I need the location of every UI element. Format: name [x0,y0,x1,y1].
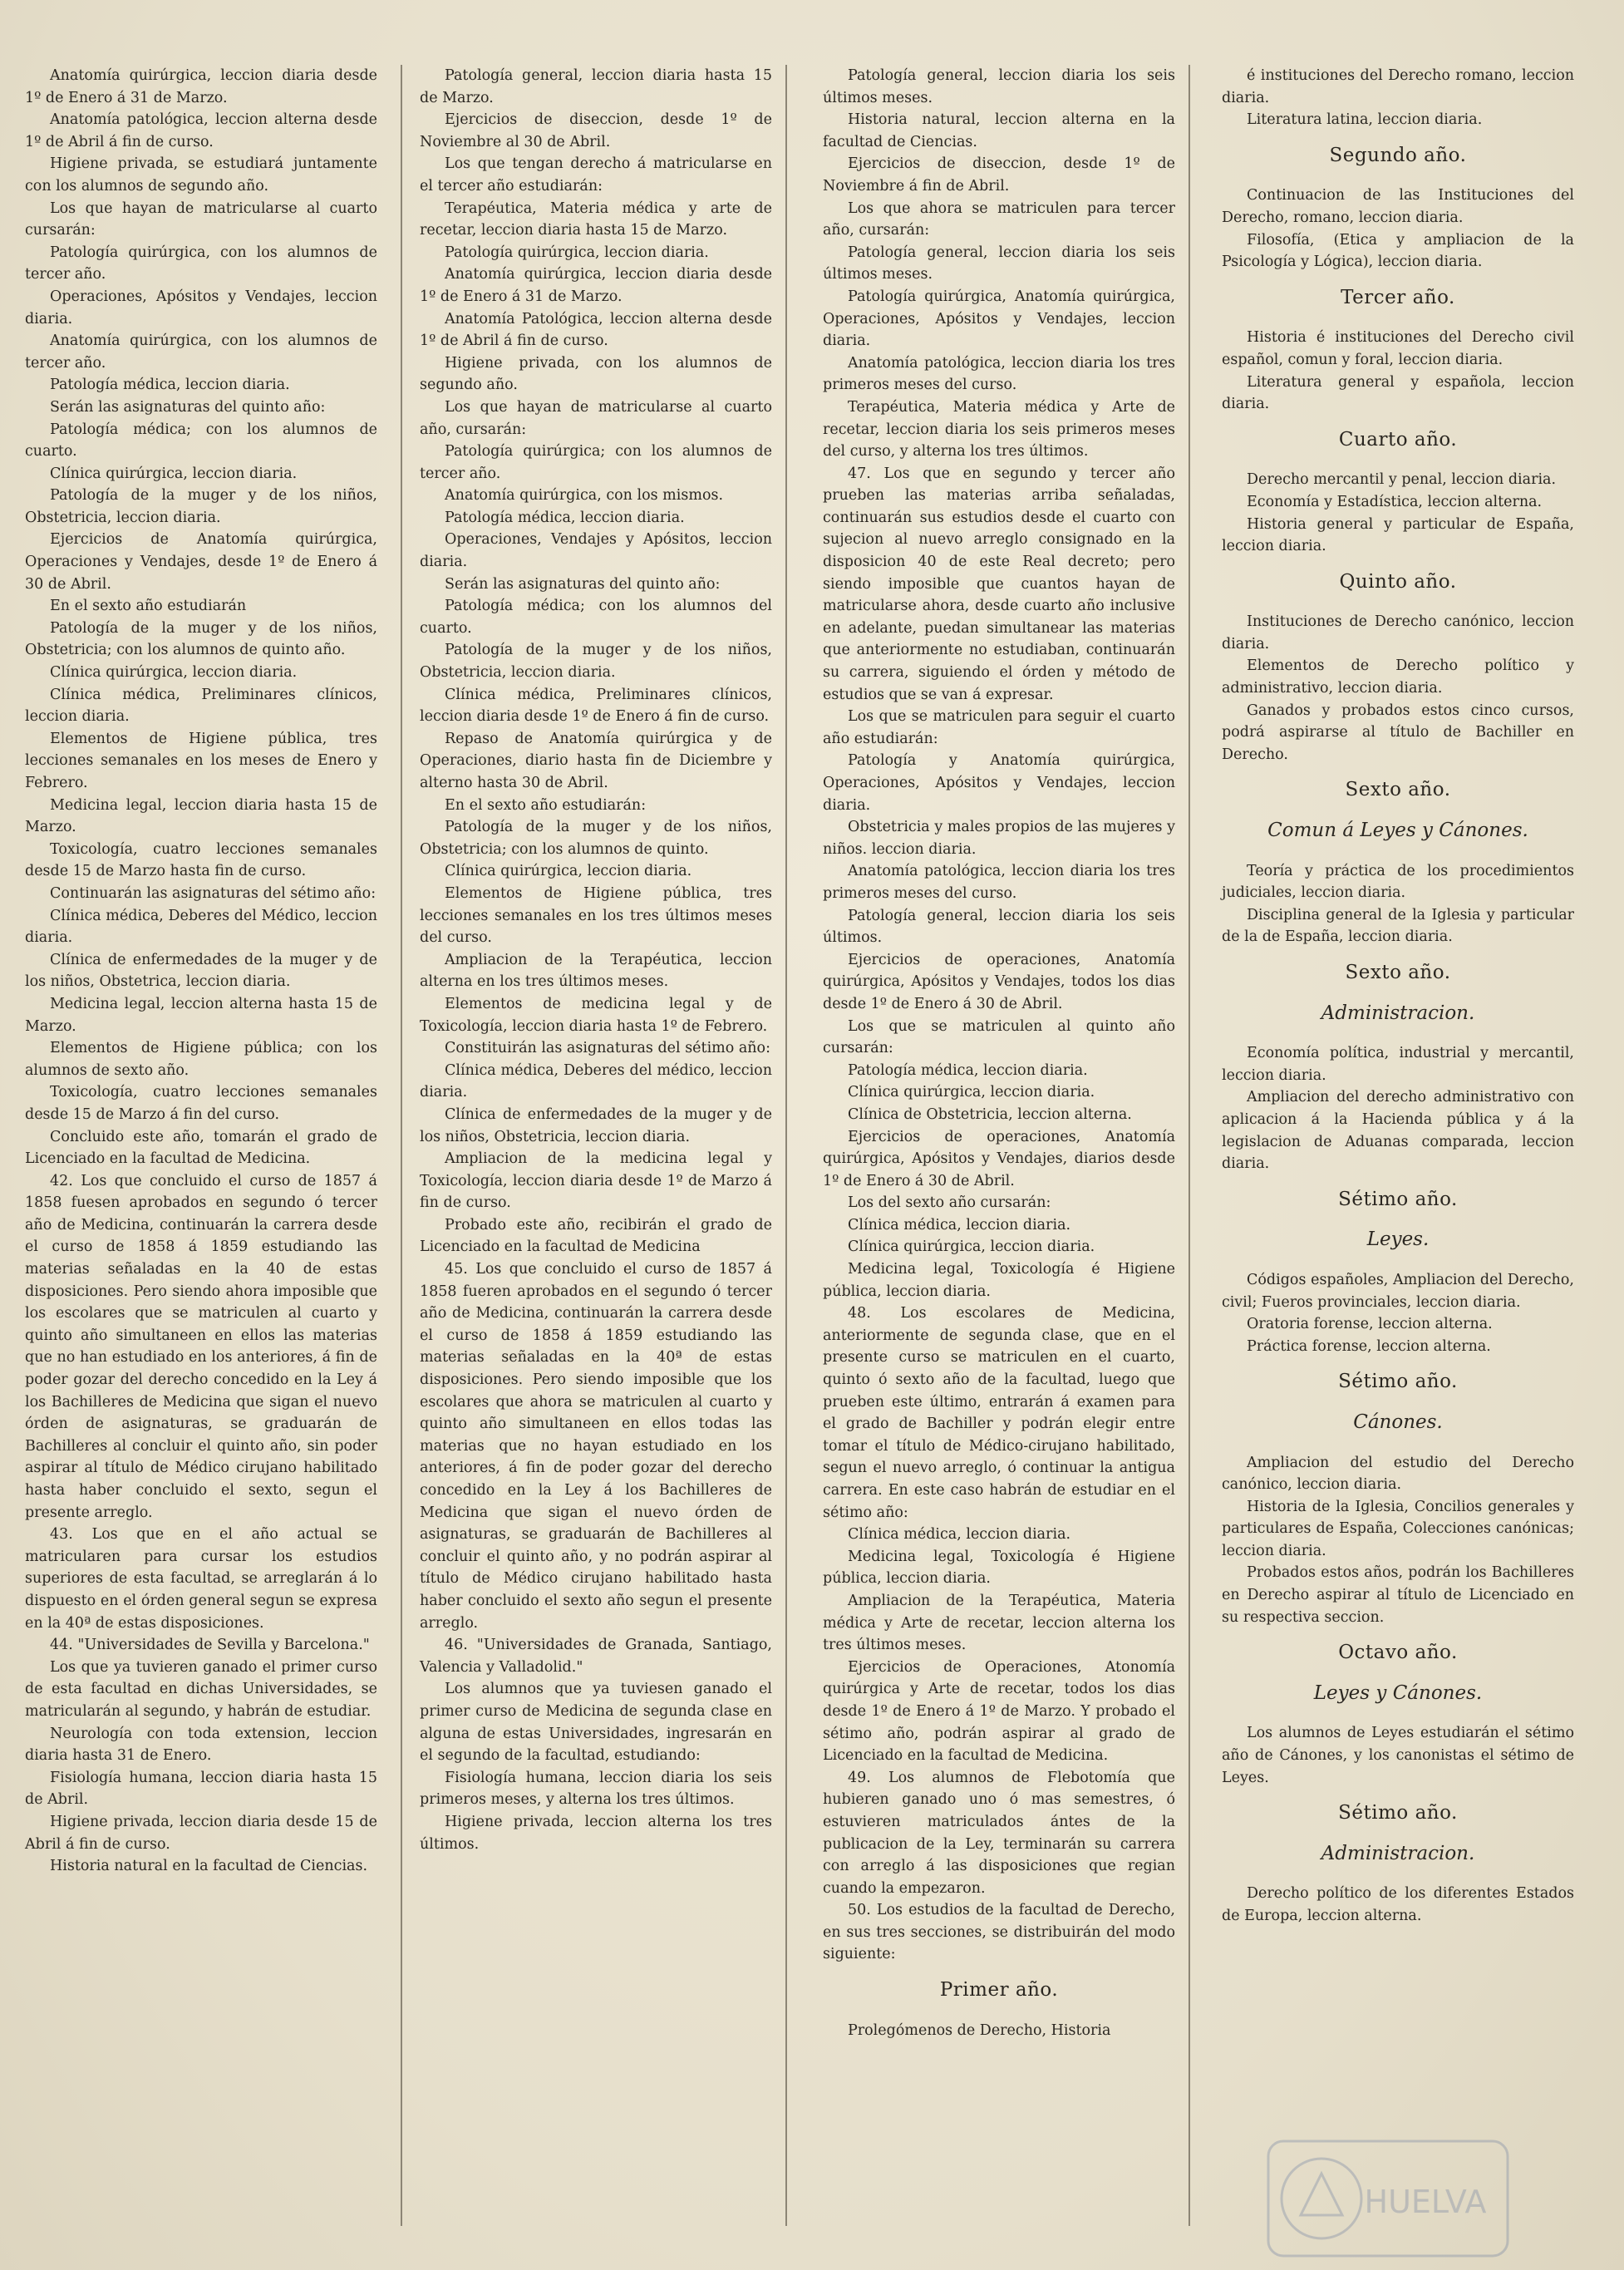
paragraph: Ganados y probados estos cinco cursos, podrá aspirarse al título de Bachiller en Derecho. [1222,702,1574,763]
list-block [1222,65,1574,131]
paragraph: Los del sexto año cursarán: [848,1194,1051,1212]
paragraph: Anatomía quirúrgica, leccion diaria desde 1º de Enero á 31 de Marzo. [420,266,772,305]
paragraph: Ampliacion de la medicina legal y Toxicología, leccion diaria desde 1º de Marzo á fin de curso. [420,1150,772,1212]
paragraph: Patología quirúrgica; con los alumnos de tercer año. [420,443,772,482]
paragraph: 43. Los que en el año actual se matricularen para cursar los estudios superiores de esta facultad, se arreglarán á lo dispuesto en el órden general segun se expresa en la 40ª de estas disposiciones. [25,1526,377,1632]
list-block [1222,327,1574,415]
paragraph: Patología médica, leccion diaria. [50,377,290,394]
paragraph: Higiene privada, leccion alterna los tres últimos. [420,1813,772,1853]
paragraph: Anatomía quirúrgica, leccion diaria desde 1º de Enero á 31 de Marzo. [25,67,377,106]
paragraph: Elementos de Higiene pública, tres lecciones semanales en los tres últimos meses del curso. [420,884,772,947]
paragraph: Medicina legal, Toxicología é Higiene pública, leccion diaria. [823,1261,1175,1300]
paragraph: Patología y Anatomía quirúrgica, Operaciones, Apósitos y Vendajes, leccion diaria. [823,752,1175,814]
paragraph: 42. Los que concluido el curso de 1857 á 1858 fuesen aprobados en segundo ó tercer año de Medicina, continuarán la carrera desde el curso de 1858 á 1859 estudiando las materias señaladas en la 40 de estas disposiciones. Pero siendo ahora imposible que los escolares que se matriculen al cuarto y quinto año simultaneen en ellos las materias que no han estudiado en los anteriores, á fin de poder gozar del derecho concedido en la Ley á los Bachilleres de Medicina que sigan el nuevo órden de asignaturas, se graduarán de Bachilleres al concluir el quinto año, sin poder aspirar al título de Médico cirujano habilitado hasta haber concluido el sexto, segun el presente arreglo. [25,1172,377,1521]
paragraph: Patología general, leccion diaria hasta 15 de Marzo. [420,67,772,106]
paragraph: Medicina legal, leccion alterna hasta 15 de Marzo. [25,995,377,1035]
paragraph: Historia natural, leccion alterna en la facultad de Ciencias. [823,111,1175,150]
paragraph: Derecho político de los diferentes Estados de Europa, leccion alterna. [1222,1885,1574,1924]
paragraph: En el sexto año estudiarán [50,598,247,615]
paragraph: Clínica de enfermedades de la muger y de los niños, Obstetricia, leccion diaria. [420,1105,772,1145]
paragraph: Historia general y particular de España, leccion diaria. [1222,515,1574,555]
paragraph: Patología de la muger y de los niños, Obstetricia; con los alumnos de quinto año. [25,619,377,659]
paragraph: 47. Los que en segundo y tercer año prueben las materias arriba señaladas, continuarán sus estudios desde el cuarto con sujecion al nuevo arreglo consignado en la disposicion 40 de este Real decreto; pero siendo imposible que cuantos hayan de matricularse ahora, desde cuarto año inclusive en adelante, puedan simultanear las materias que anteriormente no estudiaban, continuarán su carrera, siguiendo el órden y método de estudios que se van á expresar. [823,465,1175,703]
paragraph: Anatomía patológica, leccion alterna desde 1º de Abril á fin de curso. [25,111,377,150]
paragraph: Higiene privada, leccion diaria desde 15 de Abril á fin de curso. [25,1813,377,1853]
paragraph: Ampliacion del estudio del Derecho canónico, leccion diaria. [1222,1454,1574,1494]
paragraph: Ejercicios de operaciones, Anatomía quirúrgica, Apósitos y Vendajes, diarios desde 1º de Enero á 30 de Abril. [823,1128,1175,1189]
paragraph: Clínica médica, Deberes del médico, leccion diaria. [420,1061,772,1101]
paragraph: Patología general, leccion diaria los seis últimos. [823,907,1175,947]
paragraph: Elementos de medicina legal y de Toxicología, leccion diaria hasta 1º de Febrero. [420,995,772,1035]
paragraph: Operaciones, Apósitos y Vendajes, leccion diaria. [25,288,377,327]
paragraph: Anatomía patológica, leccion diaria los tres primeros meses del curso. [823,354,1175,394]
paragraph: 44. "Universidades de Sevilla y Barcelona." [50,1637,370,1654]
paragraph: Clínica médica, leccion diaria. [848,1526,1071,1544]
paragraph: Ampliacion de la Terapéutica, Materia médica y Arte de recetar, leccion alterna los tres últimos meses. [823,1592,1175,1654]
list-block [1222,611,1574,766]
section-heading: Sétimo año. [1338,1802,1458,1824]
section-heading: Sétimo año. [1338,1371,1458,1393]
paragraph: Los que ya tuvieren ganado el primer curso de esta facultad en dichas Universidades, se matricularán al segundo, y habrán de estudiar. [25,1658,377,1720]
paragraph: Elementos de Derecho político y administrativo, leccion diaria. [1222,657,1574,697]
paragraph: Higiene privada, con los alumnos de segundo año. [420,354,772,394]
paragraph: Clínica quirúrgica, leccion diaria. [848,1238,1095,1256]
paragraph: Patología de la muger y de los niños, Obstetricia; con los alumnos de quinto. [420,819,772,858]
section-subheading: Administracion. [1321,1002,1475,1024]
paragraph: Clínica quirúrgica, leccion diaria. [445,863,692,880]
paragraph: Historia é instituciones del Derecho civil español, comun y foral, leccion diaria. [1222,329,1574,368]
paragraph: Serán las asignaturas del quinto año: [445,575,721,593]
paragraph: Anatomía quirúrgica, con los alumnos de tercer año. [25,332,377,372]
paragraph: Patología general, leccion diaria los seis últimos meses. [823,67,1175,106]
paragraph: Neurología con toda extension, leccion diaria hasta 31 de Enero. [25,1725,377,1765]
paragraph: Patología médica; con los alumnos de cuarto. [25,421,377,460]
paragraph: 49. Los alumnos de Flebotomía que hubieren ganado uno ó mas semestres, ó estuvieren matriculados ántes de la publicacion de la Ley, terminarán su carrera con arreglo á las disposiciones que regian cuando la empezaron. [823,1769,1175,1897]
section-heading: Sexto año. [1345,962,1451,983]
paragraph: Probado este año, recibirán el grado de Licenciado en la facultad de Medicina [420,1216,772,1256]
paragraph: Toxicología, cuatro lecciones semanales desde 15 de Marzo á fin del curso. [25,1084,377,1123]
paragraph: 48. Los escolares de Medicina, anteriormente de segunda clase, que en el presente curso se matriculen en el cuarto, quinto ó sexto año de la facultad, luego que prueben este último, entrarán á examen para el grado de Bachiller y podrán elegir entre tomar el título de Médico-cirujano habilitado, segun el nuevo arreglo, ó continuar la antigua carrera. En este caso habrán de estudiar en el sétimo año: [823,1305,1175,1521]
paragraph: Constituirán las asignaturas del sétimo año: [445,1040,770,1057]
paragraph: Concluido este año, tomarán el grado de Licenciado en la facultad de Medicina. [25,1128,377,1168]
section-subheading: Cánones. [1353,1411,1443,1433]
paragraph: Higiene privada, se estudiará juntamente con los alumnos de segundo año. [25,155,377,195]
paragraph: Elementos de Higiene pública, tres lecciones semanales en los meses de Enero y Febrero. [25,730,377,791]
archive-stamp-icon [1263,2136,1513,2261]
paragraph: Ejercicios de operaciones, Anatomía quirúrgica, Apósitos y Vendajes, todos los dias desde 1º de Enero á 30 de Abril. [823,951,1175,1012]
paragraph: Continuarán las asignaturas del sétimo año: [50,884,376,902]
paragraph: Historia de la Iglesia, Concilios generales y particulares de España, Colecciones canónicas; leccion diaria. [1222,1498,1574,1559]
paragraph: Fisiología humana, leccion diaria hasta 15 de Abril. [25,1769,377,1809]
paragraph: Disciplina general de la Iglesia y particular de la de España, leccion diaria. [1222,906,1574,946]
paragraph: Repaso de Anatomía quirúrgica y de Operaciones, diario hasta fin de Diciembre y alterno hasta 30 de Abril. [420,730,772,791]
section-heading: Octavo año. [1338,1642,1458,1664]
column-1 [25,65,377,1878]
list-block [1222,860,1574,948]
paragraph: Patología quirúrgica, con los alumnos de tercer año. [25,244,377,283]
list-block [1222,1722,1574,1789]
paragraph: En el sexto año estudiarán: [445,796,647,814]
paragraph: Clínica médica, Deberes del Médico, leccion diaria. [25,907,377,947]
paragraph: Los alumnos de Leyes estudiarán el sétimo año de Cánones, y los canonistas el sétimo de Leyes. [1222,1725,1574,1786]
paragraph: Anatomía patológica, leccion diaria los tres primeros meses del curso. [823,863,1175,902]
paragraph: Teoría y práctica de los procedimientos judiciales, leccion diaria. [1222,862,1574,902]
section-subheading: Comun á Leyes y Cánones. [1267,820,1528,842]
paragraph: Ejercicios de Anatomía quirúrgica, Operaciones y Vendajes, desde 1º de Enero á 30 de Abril. [25,531,377,593]
column-2 [420,65,772,1855]
paragraph: Literatura latina, leccion diaria. [1247,111,1483,129]
paragraph: Los que hayan de matricularse al cuarto año, cursarán: [420,398,772,438]
column-3-body [823,65,1175,1966]
paragraph: Anatomía Patológica, leccion alterna desde 1º de Abril á fin de curso. [420,310,772,350]
paragraph: 45. Los que concluido el curso de 1857 á 1858 fueren aprobados en el segundo ó tercer año de Medicina, continuarán la carrera desde el curso de 1858 á 1859 estudiando las materias señaladas en la 40ª de estas disposiciones. Pero siendo imposible que los escolares que ahora se matriculen al cuarto y quinto año simultaneen en ellos todas las materias que no hayan estudiado en los anteriores, á fin de poder gozar del derecho concedido en la Ley á los Bachilleres de Medicina que sigan el nuevo órden de asignaturas, se graduarán de Bachilleres al concluir el quinto año, y no podrán aspirar al título de Médico cirujano habilitado hasta haber concluido el sexto año segun el presente arreglo. [420,1261,772,1632]
paragraph: Oratoria forense, leccion alterna. [1247,1316,1493,1333]
paragraph: Clínica médica, leccion diaria. [848,1216,1071,1233]
paragraph: Patología médica; con los alumnos del cuarto. [420,598,772,637]
list-block [1222,1883,1574,1927]
paragraph: Clínica médica, Preliminares clínicos, leccion diaria. [25,686,377,726]
section-heading: Sexto año. [1345,779,1451,801]
paragraph: Ejercicios de Operaciones, Atonomía quirúrgica y Arte de recetar, todos los dias desde 1º de Enero á 1º de Marzo. Y probado el sétimo año, podrán aspirar al grado de Licenciado en la facultad de Medicina. [823,1658,1175,1765]
paragraph: Clínica quirúrgica, leccion diaria. [50,664,298,682]
list-block [1222,469,1574,557]
paragraph: Instituciones de Derecho canónico, leccion diaria. [1222,613,1574,652]
column-rule [1188,65,1190,2226]
paragraph: Patología de la muger y de los niños, Obstetricia, leccion diaria. [25,487,377,526]
paragraph: Toxicología, cuatro lecciones semanales desde 15 de Marzo hasta fin de curso. [25,840,377,880]
column-3 [823,65,1175,2041]
paragraph: Ampliacion del derecho administrativo con aplicacion á la Hacienda pública y á la legislacion de Aduanas comparada, leccion diaria. [1222,1089,1574,1173]
list-block [1222,185,1574,273]
paragraph: 46. "Universidades de Granada, Santiago, Valencia y Valladolid." [420,1637,772,1676]
paragraph: Ampliacion de la Terapéutica, leccion alterna en los tres últimos meses. [420,951,772,991]
section-subheading: Leyes. [1366,1229,1430,1251]
paragraph: Los que tengan derecho á matricularse en el tercer año estudiarán: [420,155,772,195]
paragraph: Elementos de Higiene pública; con los alumnos de sexto año. [25,1040,377,1079]
paragraph: Obstetricia y males propios de las mujeres y niños. leccion diaria. [823,819,1175,858]
section-heading: Segundo año. [1329,144,1467,166]
paragraph: Serán las asignaturas del quinto año: [50,398,326,416]
paragraph: Los que se matriculen para seguir el cuarto año estudiarán: [823,708,1175,747]
paragraph: Terapéutica, Materia médica y arte de recetar, leccion diaria hasta 15 de Marzo. [420,199,772,239]
section-heading: Quinto año. [1339,570,1457,593]
paragraph: Patología médica, leccion diaria. [445,509,685,526]
paragraph: Economía política, industrial y mercantil, leccion diaria. [1222,1045,1574,1084]
paragraph: Códigos españoles, Ampliacion del Derecho, civil; Fueros provinciales, leccion diaria. [1222,1271,1574,1311]
list-block [1222,1452,1574,1629]
paragraph: Medicina legal, Toxicología é Higiene pública, leccion diaria. [823,1548,1175,1588]
section-heading: Primer año. [939,1979,1059,2002]
paragraph: Práctica forense, leccion alterna. [1247,1337,1491,1355]
list-block [1222,1269,1574,1357]
section-subheading: Leyes y Cánones. [1313,1682,1483,1704]
paragraph: Medicina legal, leccion diaria hasta 15 de Marzo. [25,796,377,836]
paragraph: Clínica de enfermedades de la muger y de los niños, Obstetrica, leccion diaria. [25,951,377,991]
column-4 [1222,65,1574,1928]
stamp-text: HUELVA [1364,2184,1487,2220]
paragraph: Anatomía quirúrgica, con los mismos. [445,487,724,505]
section-heading: Sétimo año. [1338,1188,1458,1210]
paragraph: Clínica de Obstetricia, leccion alterna. [848,1105,1132,1123]
paragraph: Patología de la muger y de los niños, Obstetricia, leccion diaria. [420,642,772,682]
paragraph: Fisiología humana, leccion diaria los seis primeros meses, y alterna los tres últimos. [420,1769,772,1809]
paragraph: Probados estos años, podrán los Bachilleres en Derecho aspirar al título de Licenciado en su respectiva seccion. [1222,1564,1574,1626]
paragraph: Historia natural en la facultad de Ciencias. [50,1858,368,1875]
paragraph: Patología quirúrgica, leccion diaria. [445,244,709,261]
paragraph: Los que se matriculen al quinto año cursarán: [823,1017,1175,1057]
column-rule [401,65,402,2226]
paragraph: Terapéutica, Materia médica y Arte de recetar, leccion diaria los seis primeros meses del curso, y alterna los tres últimos. [823,398,1175,460]
paragraph: Patología general, leccion diaria los seis últimos meses. [823,244,1175,283]
paragraph: Literatura general y española, leccion diaria. [1222,373,1574,413]
paragraph: Ejercicios de diseccion, desde 1º de Noviembre al 30 de Abril. [420,111,772,150]
paragraph: Clínica médica, Preliminares clínicos, leccion diaria desde 1º de Enero á fin de curso. [420,686,772,726]
section-heading: Tercer año. [1341,286,1455,308]
paragraph: Los que hayan de matricularse al cuarto cursarán: [25,199,377,239]
paragraph: Patología médica, leccion diaria. [848,1061,1088,1079]
list-block [1222,1042,1574,1175]
section-heading: Cuarto año. [1338,428,1458,451]
paragraph: Continuacion de las Instituciones del Derecho, romano, leccion diaria. [1222,187,1574,226]
paragraph: Patología quirúrgica, Anatomía quirúrgica, Operaciones, Apósitos y Vendajes, leccion diaria. [823,288,1175,350]
paragraph: Economía y Estadística, leccion alterna. [1247,493,1543,510]
paragraph: é instituciones del Derecho romano, leccion diaria. [1222,67,1574,106]
paragraph: 50. Los estudios de la facultad de Derecho, en sus tres secciones, se distribuirán del modo siguiente: [823,1902,1175,1963]
column-rule [785,65,787,2226]
section-subheading: Administracion. [1321,1842,1475,1864]
paragraph: Clínica quirúrgica, leccion diaria. [50,465,298,482]
paragraph: Los que ahora se matriculen para tercer año, cursarán: [823,199,1175,239]
paragraph: Clínica quirúrgica, leccion diaria. [848,1084,1095,1101]
paragraph: Derecho mercantil y penal, leccion diaria. [1247,471,1557,489]
paragraph: Ejercicios de diseccion, desde 1º de Noviembre á fin de Abril. [823,155,1175,195]
paragraph: Operaciones, Vendajes y Apósitos, leccion diaria. [420,531,772,571]
paragraph: Prolegómenos de Derecho, Historia [848,2021,1111,2039]
paragraph: Los alumnos que ya tuviesen ganado el primer curso de Medicina de segunda clase en alguna de estas Universidades, ingresarán en el segundo de la facultad, estudiando: [420,1681,772,1765]
paragraph: Filosofía, (Etica y ampliacion de la Psicología y Lógica), leccion diaria. [1222,231,1574,271]
